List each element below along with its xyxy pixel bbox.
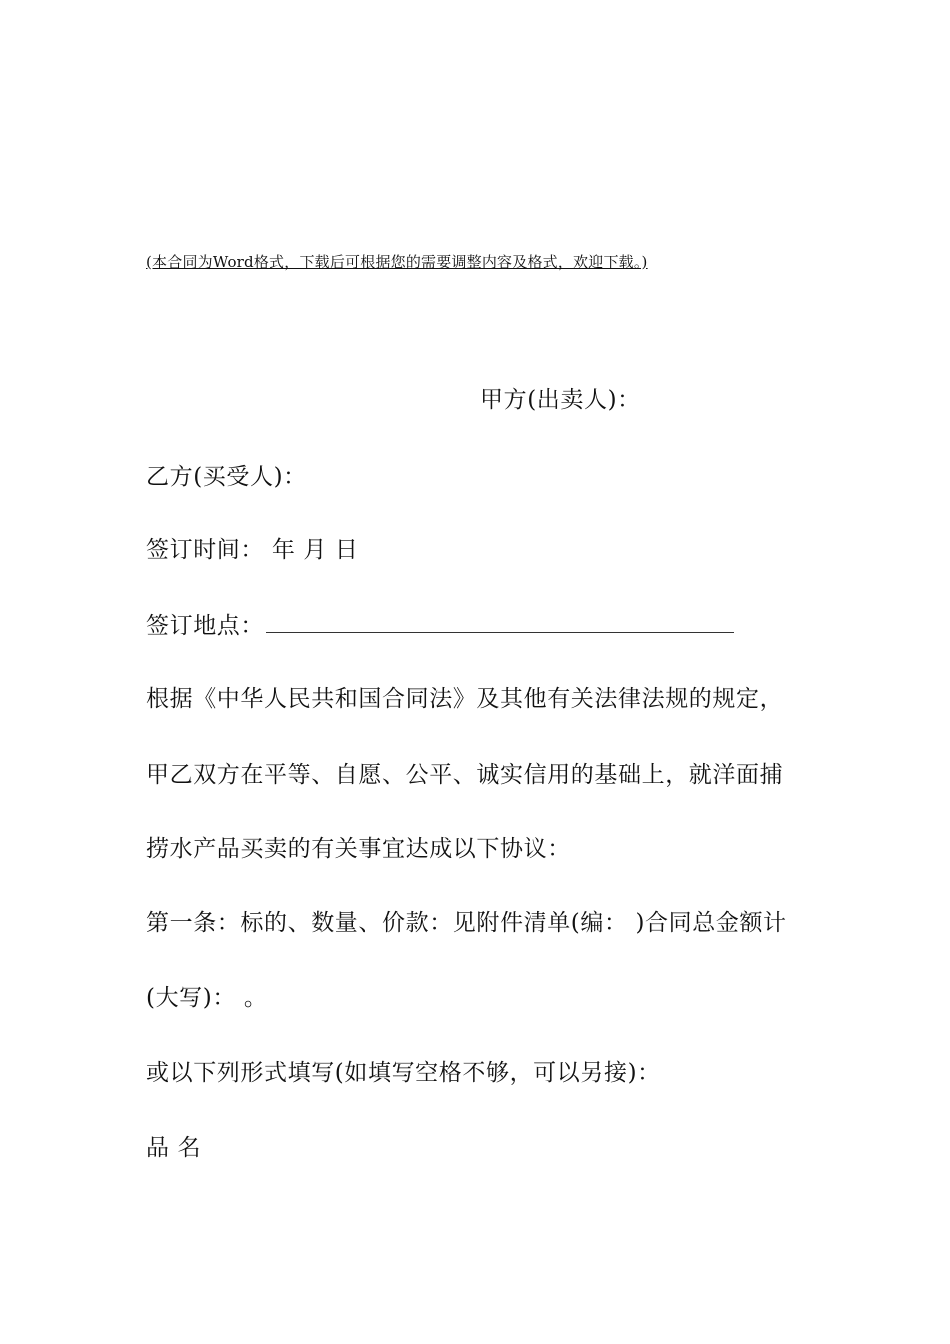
form-instruction-line: 或以下列形式填写(如填写空格不够，可以另接)： bbox=[146, 1060, 661, 1086]
body-paragraph-line: 甲乙双方在平等、自愿、公平、诚实信用的基础上，就洋面捕 bbox=[146, 762, 784, 788]
article-one-line: 第一条：标的、数量、价款：见附件清单(编： )合同总金额计 bbox=[146, 910, 787, 936]
party-a-line: 甲方(出卖人)： bbox=[480, 387, 641, 413]
product-name-label: 品 名 bbox=[146, 1135, 202, 1161]
body-paragraph-line: 捞水产品买卖的有关事宜达成以下协议： bbox=[146, 836, 571, 862]
format-note: (本合同为Word格式，下载后可根据您的需要调整内容及格式，欢迎下载。) bbox=[146, 253, 648, 271]
sign-place-label: 签订地点： bbox=[146, 613, 264, 639]
body-paragraph-line: 根据《中华人民共和国合同法》及其他有关法律法规的规定， bbox=[146, 686, 784, 712]
sign-place-line bbox=[146, 610, 734, 641]
article-one-amount-line: (大写)： 。 bbox=[146, 985, 268, 1011]
sign-date-line: 签订时间： 年 月 日 bbox=[146, 537, 359, 563]
sign-place-blank bbox=[266, 610, 734, 633]
party-b-line: 乙方(买受人)： bbox=[146, 464, 307, 490]
